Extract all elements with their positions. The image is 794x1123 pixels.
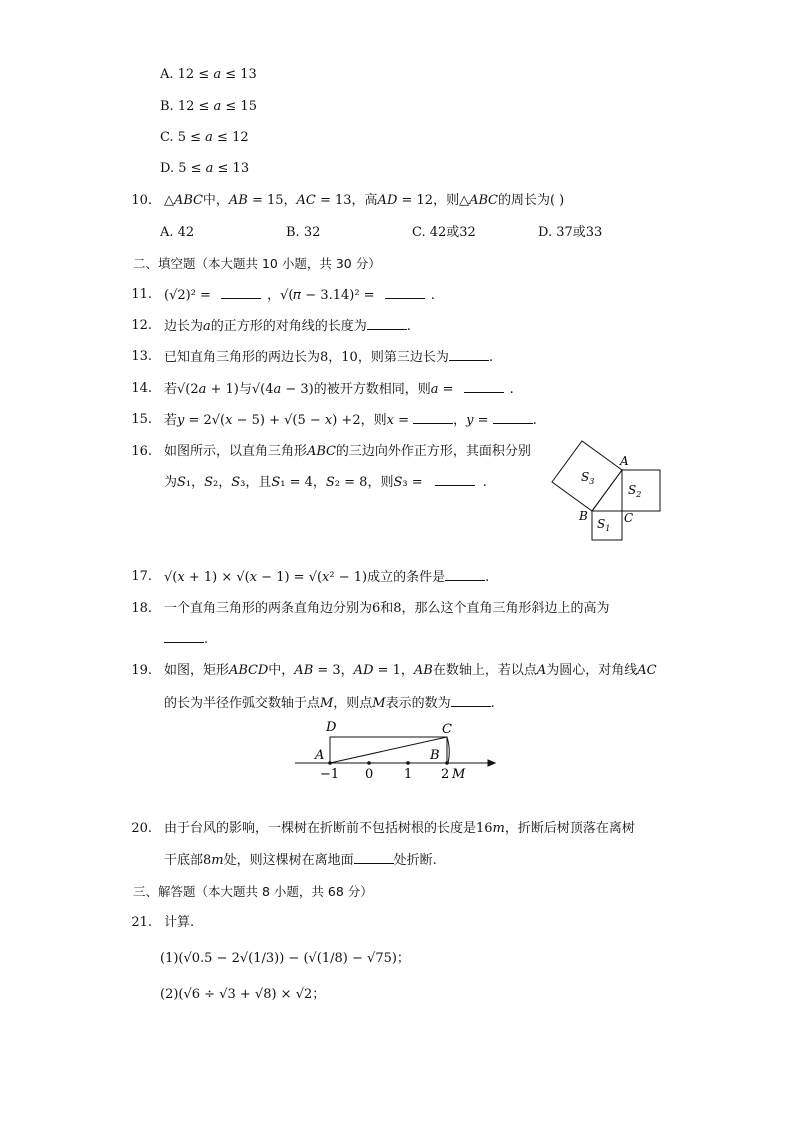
label-c: C: [624, 511, 634, 525]
answer-blank[interactable]: [354, 851, 394, 864]
q21-part1: (1)(√0.5 − 2√(1/3)) − (√(1/8) − √75)；: [160, 951, 410, 966]
question-text: 若√(2𝑎 + 1)与√(4𝑎 − 3)的被开方数相同，则𝑎 =: [164, 382, 458, 397]
section-heading-fill-in: 二、填空题（本大题共 10 小题，共 30 分）: [133, 256, 381, 271]
question-number: 11.: [131, 287, 152, 302]
tick-1: [406, 761, 410, 765]
label-b: B: [579, 509, 588, 523]
question-number: 12.: [131, 318, 152, 333]
q15-mid: ，𝑦 =: [453, 413, 493, 428]
q10-option-c: C. 42或32: [412, 225, 476, 240]
q9-option-c: C. 5 ≤ 𝑎 ≤ 12: [160, 130, 249, 145]
tick-2: [445, 761, 449, 765]
section-heading-answers: 三、解答题（本大题共 8 小题，共 68 分）: [133, 884, 373, 899]
question-number: 16.: [131, 444, 152, 459]
question-number: 10.: [131, 193, 152, 208]
label-b: B: [430, 748, 440, 763]
question-text: √(𝑥 + 1) × √(𝑥 − 1) = √(𝑥² − 1)成立的条件是: [164, 570, 446, 585]
question-text: 干底部8𝑚处，则这棵树在离地面: [164, 853, 354, 868]
question-text: 边长为𝑎的正方形的对角线的长度为: [164, 319, 367, 334]
q21-part2: (2)(√6 ÷ √3 + √8) × √2；: [160, 987, 326, 1002]
tick-0: [367, 761, 371, 765]
question-number: 18.: [131, 601, 152, 616]
question-text: 已知直角三角形的两边长为8，10，则第三边长为: [164, 350, 449, 365]
q16-end: .: [482, 475, 487, 490]
right-triangle-squares-figure: [548, 440, 666, 544]
answer-blank[interactable]: [221, 286, 261, 299]
q11-part2: ，√(𝜋 − 3.14)² =: [267, 288, 379, 303]
answer-blank[interactable]: [385, 286, 425, 299]
q17-end: .: [485, 570, 490, 585]
tick-label-neg1: −1: [320, 767, 340, 782]
answer-blank[interactable]: [493, 411, 533, 424]
answer-blank[interactable]: [464, 380, 504, 393]
question-text: 若𝑦 = 2√(𝑥 − 5) + √(5 − 𝑥) +2，则𝑥 =: [164, 413, 414, 428]
answer-blank[interactable]: [367, 317, 407, 330]
triangle-abc: [592, 470, 622, 511]
q9-option-a: A. 12 ≤ 𝑎 ≤ 13: [160, 67, 257, 82]
q20-line2: [164, 851, 437, 870]
answer-blank[interactable]: [413, 411, 453, 424]
answer-blank[interactable]: [164, 630, 204, 643]
q10-option-b: B. 32: [286, 225, 321, 240]
tick-label-1: 1: [404, 767, 413, 782]
question-text: 处折断.: [393, 853, 437, 868]
tick-label-2: 2: [441, 767, 450, 782]
label-a: A: [620, 454, 629, 468]
tick-label-0: 0: [365, 767, 374, 782]
q11-end: .: [430, 288, 435, 303]
question-number: 13.: [131, 349, 152, 364]
question-text: 一个直角三角形的两条直角边分别为6和8，那么这个直角三角形斜边上的高为: [164, 601, 610, 616]
question-text: 为𝑆₁，𝑆₂，𝑆₃，且𝑆₁ = 4，𝑆₂ = 8，则𝑆₃ =: [164, 475, 427, 490]
q19-end: .: [490, 696, 495, 711]
answer-blank[interactable]: [451, 694, 491, 707]
question-number: 15.: [131, 412, 152, 427]
question-number: 19.: [131, 663, 152, 678]
q16-line2: [164, 473, 487, 492]
label-a: A: [315, 748, 325, 763]
q13-end: .: [488, 350, 493, 365]
q9-option-d: D. 5 ≤ 𝑎 ≤ 13: [160, 161, 250, 176]
question-number: 14.: [131, 381, 152, 396]
q9-option-b: B. 12 ≤ 𝑎 ≤ 15: [160, 99, 257, 114]
q10-option-a: A. 42: [160, 225, 195, 240]
q14-end: .: [509, 382, 514, 397]
label-s3: $S_3$: [581, 470, 595, 486]
question-number: 20.: [131, 821, 152, 836]
q18-line2: [164, 630, 208, 649]
label-s1: $S_1$: [597, 517, 611, 533]
question-text: △𝐴𝐵𝐶中，𝐴𝐵 = 15，𝐴𝐶 = 13，高𝐴𝐷 = 12，则△𝐴𝐵𝐶的周长为( ): [164, 193, 565, 208]
answer-blank[interactable]: [445, 568, 485, 581]
answer-blank[interactable]: [449, 348, 489, 361]
answer-blank[interactable]: [435, 473, 475, 486]
q11-part1: (√2)² =: [164, 288, 216, 303]
q19-line2: [164, 694, 495, 713]
question-text: 如图，矩形𝐴𝐵𝐶𝐷中，𝐴𝐵 = 3，𝐴𝐷 = 1，𝐴𝐵在数轴上，若以点𝐴为圆心，对角线𝐴𝐶: [164, 663, 657, 678]
q15-end: .: [532, 413, 537, 428]
question-number: 21.: [131, 915, 152, 930]
question-text: 如图所示，以直角三角形𝐴𝐵𝐶的三边向外作正方形，其面积分别: [164, 444, 531, 459]
tick-neg1: [328, 761, 332, 765]
label-d: D: [326, 720, 337, 735]
q10-option-d: D. 37或33: [538, 225, 603, 240]
label-c: C: [442, 722, 452, 737]
question-text: 由于台风的影响，一棵树在折断前不包括树根的长度是16𝑚，折断后树顶落在离树: [164, 821, 635, 836]
q18-end: .: [204, 632, 209, 647]
arrow-head: [488, 760, 495, 766]
number-line-rectangle-figure: [290, 716, 505, 784]
label-m: M: [452, 767, 466, 782]
question-number: 17.: [131, 569, 152, 584]
label-s2: $S_2$: [628, 483, 642, 499]
question-text: 计算.: [164, 915, 195, 930]
question-text: 的长为半径作弧交数轴于点𝑀，则点𝑀表示的数为: [164, 696, 451, 711]
q12-end: .: [406, 319, 411, 334]
